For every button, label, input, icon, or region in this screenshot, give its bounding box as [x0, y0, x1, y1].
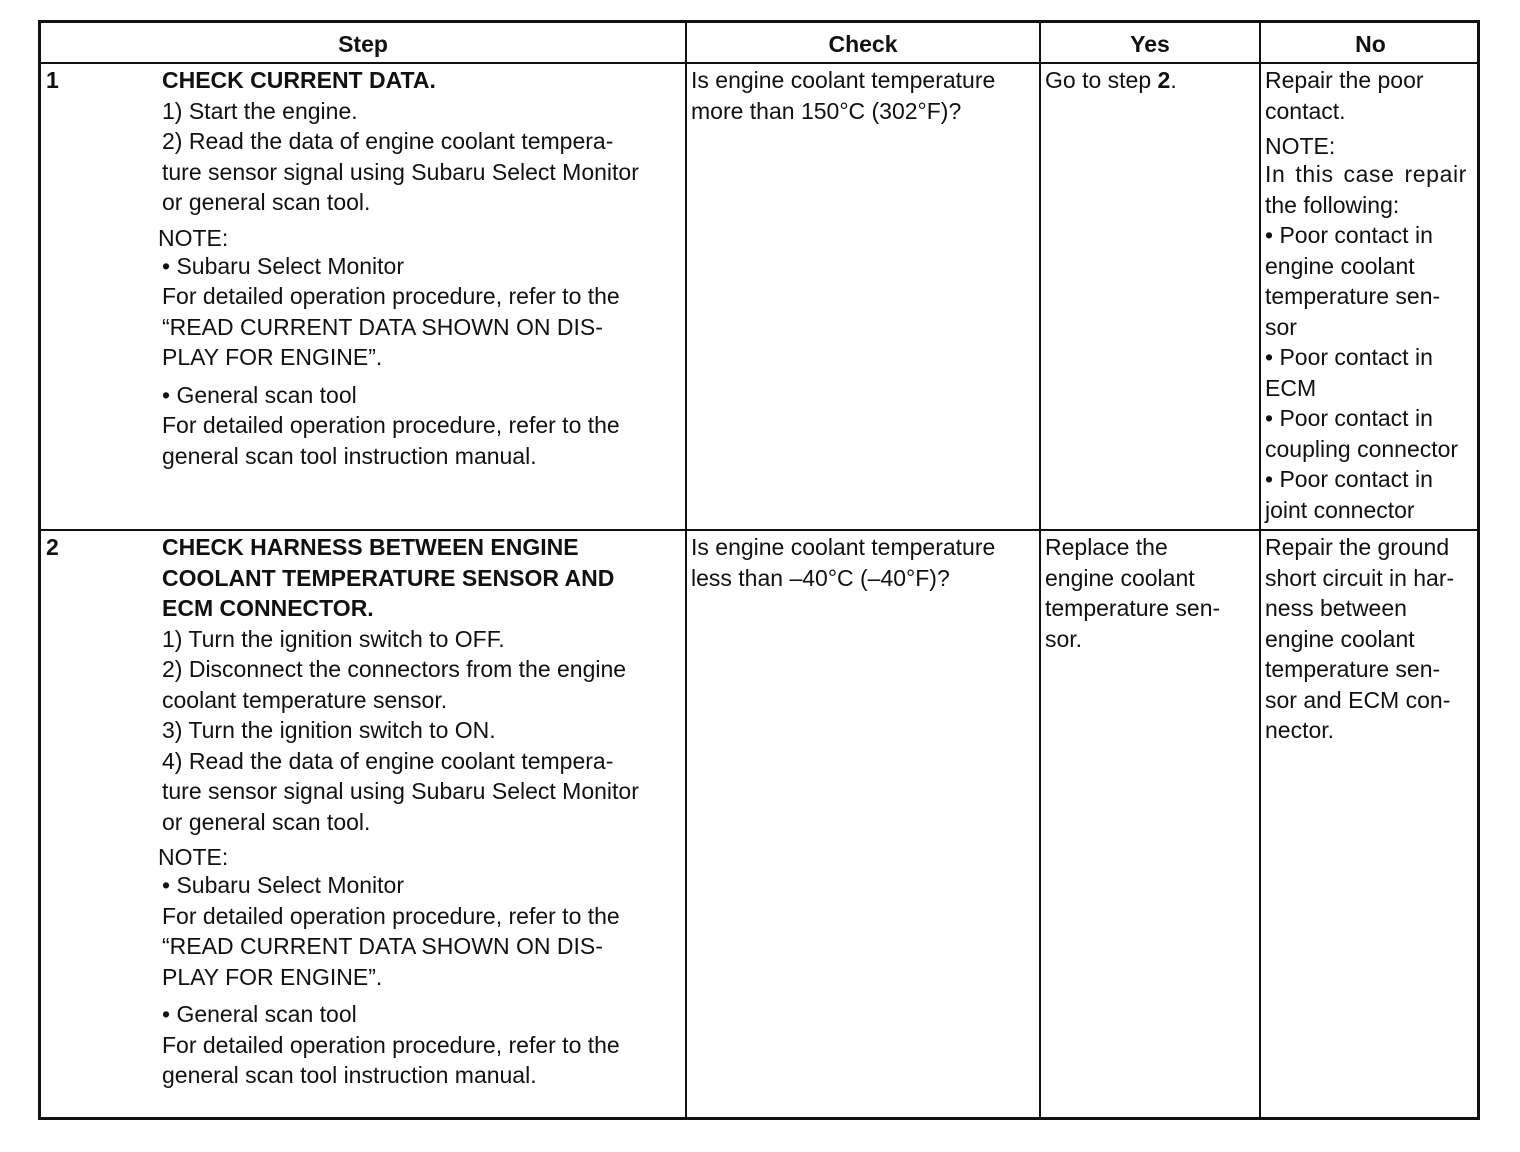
no-note-line: the following: [1265, 191, 1400, 218]
no-note-line: engine coolant [1265, 252, 1415, 279]
instruction-line: 3) Turn the ignition switch to ON. [162, 717, 496, 743]
note-bullet-gst: • General scan tool [162, 381, 357, 408]
yes-line: temperature sen- [1045, 595, 1221, 621]
no-note-line: joint connector [1265, 496, 1415, 523]
yes-prefix: Go to step [1045, 67, 1158, 93]
no-line: sor and ECM con- [1265, 686, 1451, 713]
step-title: CHECK CURRENT DATA. [162, 67, 436, 93]
note-text: For detailed operation procedure, refer to the [162, 412, 620, 438]
note-text: For detailed operation procedure, refer to the [162, 1031, 620, 1058]
check-line: Is engine coolant temperature [691, 67, 996, 93]
row-divider [41, 529, 1477, 531]
no-note-line: In this case repair [1265, 161, 1467, 187]
note-label: NOTE: [158, 844, 229, 870]
note-text: “READ CURRENT DATA SHOWN ON DIS- [162, 313, 603, 340]
no-line: Repair the poor [1265, 67, 1424, 93]
check-line: less than –40°C (–40°F)? [691, 564, 950, 591]
check-line: more than 150°C (302°F)? [691, 97, 962, 124]
instruction-line: 1) Start the engine. [162, 97, 358, 124]
no-note-line: ECM [1265, 374, 1317, 401]
yes-line: engine coolant [1045, 564, 1195, 591]
header-yes: Yes [1130, 31, 1170, 57]
no-line: short circuit in har- [1265, 564, 1455, 591]
yes-step-link: 2 [1157, 67, 1171, 93]
diagnostic-table [38, 20, 1480, 1120]
no-line: ness between [1265, 595, 1407, 621]
step-title: COOLANT TEMPERATURE SENSOR AND [162, 564, 615, 591]
step-description [158, 65, 682, 471]
step-title: ECM CONNECTOR. [162, 595, 374, 621]
note-text: general scan tool instruction manual. [162, 442, 537, 469]
note-text: For detailed operation procedure, refer to the [162, 902, 620, 929]
header-divider [41, 62, 1477, 64]
check-cell [691, 65, 1036, 126]
column-divider [685, 23, 687, 1117]
step-description [158, 532, 682, 1091]
note-text: PLAY FOR ENGINE”. [162, 963, 383, 990]
step-number: 1 [46, 67, 59, 93]
instruction-line: ture sensor signal using Subaru Select Monitor [162, 158, 639, 185]
no-note-line: temperature sen- [1265, 283, 1441, 309]
note-bullet-ssm: • Subaru Select Monitor [162, 872, 405, 898]
yes-cell [1045, 65, 1257, 96]
instruction-line: or general scan tool. [162, 189, 371, 215]
note-text: PLAY FOR ENGINE”. [162, 344, 383, 370]
check-line: Is engine coolant temperature [691, 534, 996, 560]
instruction-line: 2) Disconnect the connectors from the engine [162, 656, 627, 682]
step-number: 2 [46, 534, 59, 560]
yes-line: Replace the [1045, 534, 1168, 560]
column-divider [1259, 23, 1261, 1117]
yes-line: sor. [1045, 625, 1083, 652]
instruction-line: 4) Read the data of engine coolant tempera- [162, 747, 614, 774]
note-text: For detailed operation procedure, refer to the [162, 283, 620, 309]
header-step: Step [338, 31, 388, 57]
no-note-line: • Poor contact in [1265, 344, 1433, 370]
no-note-line: • Poor contact in [1265, 222, 1433, 248]
no-note-line: • Poor contact in [1265, 405, 1433, 431]
instruction-line: 1) Turn the ignition switch to OFF. [162, 625, 505, 652]
note-label: NOTE: [158, 224, 229, 251]
no-note-line: sor [1265, 313, 1297, 340]
yes-action [1045, 65, 1257, 96]
instruction-line: 2) Read the data of engine coolant tempera- [162, 128, 614, 154]
no-line: contact. [1265, 97, 1346, 124]
header-no: No [1355, 31, 1386, 57]
column-divider [1039, 23, 1041, 1117]
instruction-line: coolant temperature sensor. [162, 686, 448, 713]
note-bullet-gst: • General scan tool [162, 1001, 357, 1027]
instruction-line: ture sensor signal using Subaru Select Monitor [162, 778, 639, 804]
note-text: “READ CURRENT DATA SHOWN ON DIS- [162, 933, 603, 959]
header-check: Check [828, 31, 898, 57]
no-line: Repair the ground [1265, 534, 1450, 560]
no-line: engine coolant [1265, 625, 1415, 652]
yes-suffix: . [1170, 67, 1177, 93]
check-cell [691, 532, 1036, 593]
note-bullet-ssm: • Subaru Select Monitor [162, 252, 405, 279]
yes-cell [1045, 532, 1257, 654]
no-cell [1265, 65, 1479, 525]
no-line: nector. [1265, 717, 1335, 743]
no-cell [1265, 532, 1479, 746]
no-line: temperature sen- [1265, 656, 1441, 682]
no-note-line: coupling connector [1265, 435, 1459, 462]
no-note-label: NOTE: [1265, 133, 1336, 159]
no-note-line: • Poor contact in [1265, 466, 1433, 492]
note-text: general scan tool instruction manual. [162, 1062, 537, 1088]
instruction-line: or general scan tool. [162, 808, 371, 835]
step-title: CHECK HARNESS BETWEEN ENGINE [162, 534, 579, 560]
